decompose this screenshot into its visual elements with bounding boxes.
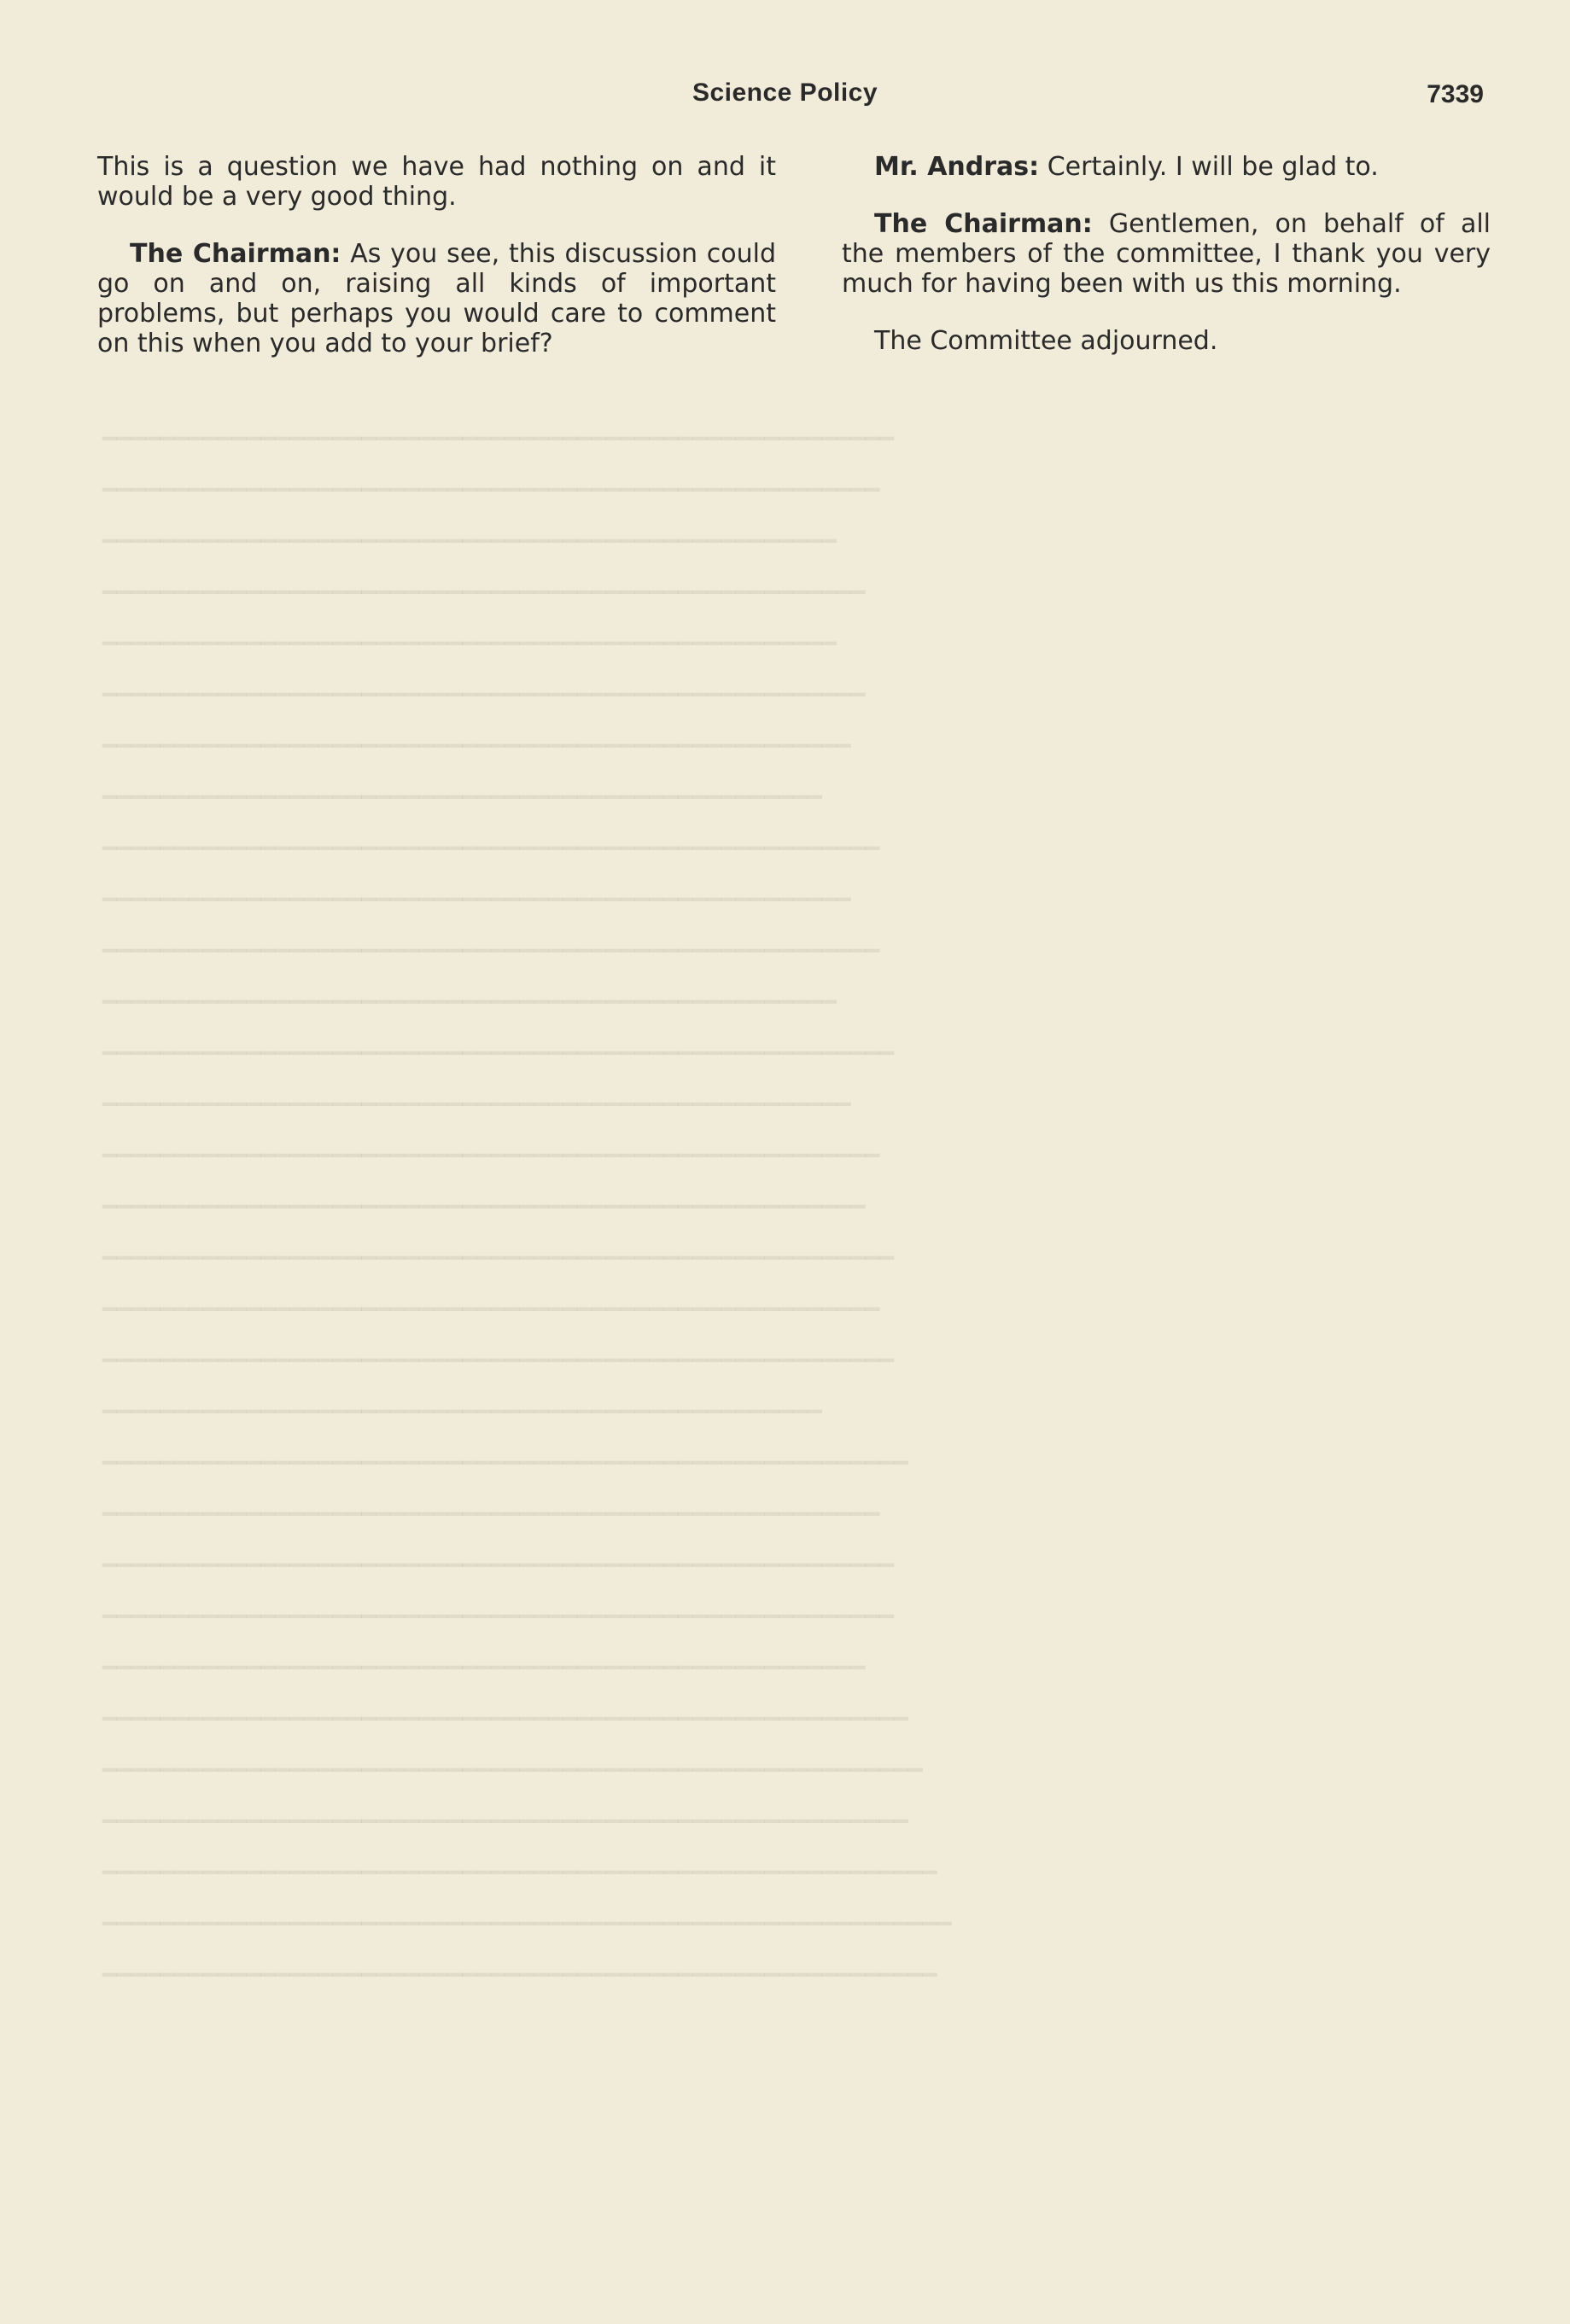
paragraph (842, 152, 1491, 182)
show-through-texture: ▁▁▁▁▁▁▁▁▁▁▁▁▁▁▁▁▁▁▁▁▁▁▁▁▁▁▁▁▁▁▁▁▁▁▁▁▁▁▁▁▁▁▁▁▁▁▁▁▁▁▁▁▁▁▁ ▁▁▁▁▁▁▁▁▁▁▁▁▁▁▁▁▁▁▁▁▁▁▁▁▁▁▁▁▁▁▁▁▁▁▁▁▁▁▁▁▁▁▁▁▁▁▁▁▁▁▁▁▁▁ ▁▁▁▁▁▁▁▁▁▁▁▁▁▁▁▁▁▁▁▁▁▁▁▁▁▁▁▁▁▁▁▁▁▁▁▁▁▁▁▁▁▁▁▁▁▁▁▁▁▁▁ ▁▁▁▁▁▁▁▁▁▁▁▁▁▁▁▁▁▁▁▁▁▁▁▁▁▁▁▁▁▁▁▁▁▁▁▁▁▁▁▁▁▁▁▁▁▁▁▁▁▁▁▁▁ ▁▁▁▁▁▁▁▁▁▁▁▁▁▁▁▁▁▁▁▁▁▁▁▁▁▁▁▁▁▁▁▁▁▁▁▁▁▁▁▁▁▁▁▁▁▁▁▁▁▁▁ ▁▁▁▁▁▁▁▁▁▁▁▁▁▁▁▁▁▁▁▁▁▁▁▁▁▁▁▁▁▁▁▁▁▁▁▁▁▁▁▁▁▁▁▁▁▁▁▁▁▁▁▁▁ ▁▁▁▁▁▁▁▁▁▁▁▁▁▁▁▁▁▁▁▁▁▁▁▁▁▁▁▁▁▁▁▁▁▁▁▁▁▁▁▁▁▁▁▁▁▁▁▁▁▁▁▁ ▁▁▁▁▁▁▁▁▁▁▁▁▁▁▁▁▁▁▁▁▁▁▁▁▁▁▁▁▁▁▁▁▁▁▁▁▁▁▁▁▁▁▁▁▁▁▁▁▁▁ ▁▁▁▁▁▁▁▁▁▁▁▁▁▁▁▁▁▁▁▁▁▁▁▁▁▁▁▁▁▁▁▁▁▁▁▁▁▁▁▁▁▁▁▁▁▁▁▁▁▁▁▁▁▁ ▁▁▁▁▁▁▁▁▁▁▁▁▁▁▁▁▁▁▁▁▁▁▁▁▁▁▁▁▁▁▁▁▁▁▁▁▁▁▁▁▁▁▁▁▁▁▁▁▁▁▁▁ ▁▁▁▁▁▁▁▁▁▁▁▁▁▁▁▁▁▁▁▁▁▁▁▁▁▁▁▁▁▁▁▁▁▁▁▁▁▁▁▁▁▁▁▁▁▁▁▁▁▁▁▁▁▁ ▁▁▁▁▁▁▁▁▁▁▁▁▁▁▁▁▁▁▁▁▁▁▁▁▁▁▁▁▁▁▁▁▁▁▁▁▁▁▁▁▁▁▁▁▁▁▁▁▁▁▁ ▁▁▁▁▁▁▁▁▁▁▁▁▁▁▁▁▁▁▁▁▁▁▁▁▁▁▁▁▁▁▁▁▁▁▁▁▁▁▁▁▁▁▁▁▁▁▁▁▁▁▁▁▁▁▁ ▁▁▁▁▁▁▁▁▁▁▁▁▁▁▁▁▁▁▁▁▁▁▁▁▁▁▁▁▁▁▁▁▁▁▁▁▁▁▁▁▁▁▁▁▁▁▁▁▁▁▁▁ ▁▁▁▁▁▁▁▁▁▁▁▁▁▁▁▁▁▁▁▁▁▁▁▁▁▁▁▁▁▁▁▁▁▁▁▁▁▁▁▁▁▁▁▁▁▁▁▁▁▁▁▁▁▁ ▁▁▁▁▁▁▁▁▁▁▁▁▁▁▁▁▁▁▁▁▁▁▁▁▁▁▁▁▁▁▁▁▁▁▁▁▁▁▁▁▁▁▁▁▁▁▁▁▁▁▁▁▁ ▁▁▁▁▁▁▁▁▁▁▁▁▁▁▁▁▁▁▁▁▁▁▁▁▁▁▁▁▁▁▁▁▁▁▁▁▁▁▁▁▁▁▁▁▁▁▁▁▁▁▁▁▁▁▁ ▁▁▁▁▁▁▁▁▁▁▁▁▁▁▁▁▁▁▁▁▁▁▁▁▁▁▁▁▁▁▁▁▁▁▁▁▁▁▁▁▁▁▁▁▁▁▁▁▁▁▁▁▁▁ ▁▁▁▁▁▁▁▁▁▁▁▁▁▁▁▁▁▁▁▁▁▁▁▁▁▁▁▁▁▁▁▁▁▁▁▁▁▁▁▁▁▁▁▁▁▁▁▁▁▁▁▁▁▁▁ ▁▁▁▁▁▁▁▁▁▁▁▁▁▁▁▁▁▁▁▁▁▁▁▁▁▁▁▁▁▁▁▁▁▁▁▁▁▁▁▁▁▁▁▁▁▁▁▁▁▁ ▁▁▁▁▁▁▁▁▁▁▁▁▁▁▁▁▁▁▁▁▁▁▁▁▁▁▁▁▁▁▁▁▁▁▁▁▁▁▁▁▁▁▁▁▁▁▁▁▁▁▁▁▁▁▁▁ ▁▁▁▁▁▁▁▁▁▁▁▁▁▁▁▁▁▁▁▁▁▁▁▁▁▁▁▁▁▁▁▁▁▁▁▁▁▁▁▁▁▁▁▁▁▁▁▁▁▁▁▁▁▁ ▁▁▁▁▁▁▁▁▁▁▁▁▁▁▁▁▁▁▁▁▁▁▁▁▁▁▁▁▁▁▁▁▁▁▁▁▁▁▁▁▁▁▁▁▁▁▁▁▁▁▁▁▁▁▁ ▁▁▁▁▁▁▁▁▁▁▁▁▁▁▁▁▁▁▁▁▁▁▁▁▁▁▁▁▁▁▁▁▁▁▁▁▁▁▁▁▁▁▁▁▁▁▁▁▁▁▁▁▁▁▁ ▁▁▁▁▁▁▁▁▁▁▁▁▁▁▁▁▁▁▁▁▁▁▁▁▁▁▁▁▁▁▁▁▁▁▁▁▁▁▁▁▁▁▁▁▁▁▁▁▁▁▁▁▁ ▁▁▁▁▁▁▁▁▁▁▁▁▁▁▁▁▁▁▁▁▁▁▁▁▁▁▁▁▁▁▁▁▁▁▁▁▁▁▁▁▁▁▁▁▁▁▁▁▁▁▁▁▁▁▁▁ ▁▁▁▁▁▁▁▁▁▁▁▁▁▁▁▁▁▁▁▁▁▁▁▁▁▁▁▁▁▁▁▁▁▁▁▁▁▁▁▁▁▁▁▁▁▁▁▁▁▁▁▁▁▁▁▁▁ ▁▁▁▁▁▁▁▁▁▁▁▁▁▁▁▁▁▁▁▁▁▁▁▁▁▁▁▁▁▁▁▁▁▁▁▁▁▁▁▁▁▁▁▁▁▁▁▁▁▁▁▁▁▁▁▁ ▁▁▁▁▁▁▁▁▁▁▁▁▁▁▁▁▁▁▁▁▁▁▁▁▁▁▁▁▁▁▁▁▁▁▁▁▁▁▁▁▁▁▁▁▁▁▁▁▁▁▁▁▁▁▁▁▁▁ ▁▁▁▁▁▁▁▁▁▁▁▁▁▁▁▁▁▁▁▁▁▁▁▁▁▁▁▁▁▁▁▁▁▁▁▁▁▁▁▁▁▁▁▁▁▁▁▁▁▁▁▁▁▁▁▁▁▁▁ ▁▁▁▁▁▁▁▁▁▁▁▁▁▁▁▁▁▁▁▁▁▁▁▁▁▁▁▁▁▁▁▁▁▁▁▁▁▁▁▁▁▁▁▁▁▁▁▁▁▁▁▁▁▁▁▁▁▁ (102, 412, 952, 1977)
paragraph-text: Certainly. I will be glad to. (1047, 152, 1379, 182)
paragraph (97, 152, 776, 212)
speaker-name: Mr. Andras: (874, 152, 1040, 182)
paragraph-text: This is a question we have had nothing on and it would be a very good thing. (97, 152, 776, 212)
running-head-title: Science Policy (692, 79, 878, 107)
paragraph-text: Gentlemen, on behalf of all the members of the committee, I thank you very much for having been with us this morning. (842, 209, 1491, 299)
paragraph (842, 326, 1491, 356)
paragraph-text: As you see, this discussion could go on and on, raising all kinds of important problems, but perhaps you would care to comment on this when you add to your brief? (97, 239, 776, 358)
left-column (97, 152, 776, 386)
paragraph (842, 209, 1491, 299)
speaker-name: The Chairman: (130, 239, 341, 269)
paragraph-text: The Committee adjourned. (874, 326, 1218, 356)
running-header (0, 79, 1570, 113)
paragraph (97, 239, 776, 358)
speaker-name: The Chairman: (874, 209, 1093, 239)
page-number: 7339 (1427, 80, 1484, 108)
right-column (842, 152, 1491, 383)
